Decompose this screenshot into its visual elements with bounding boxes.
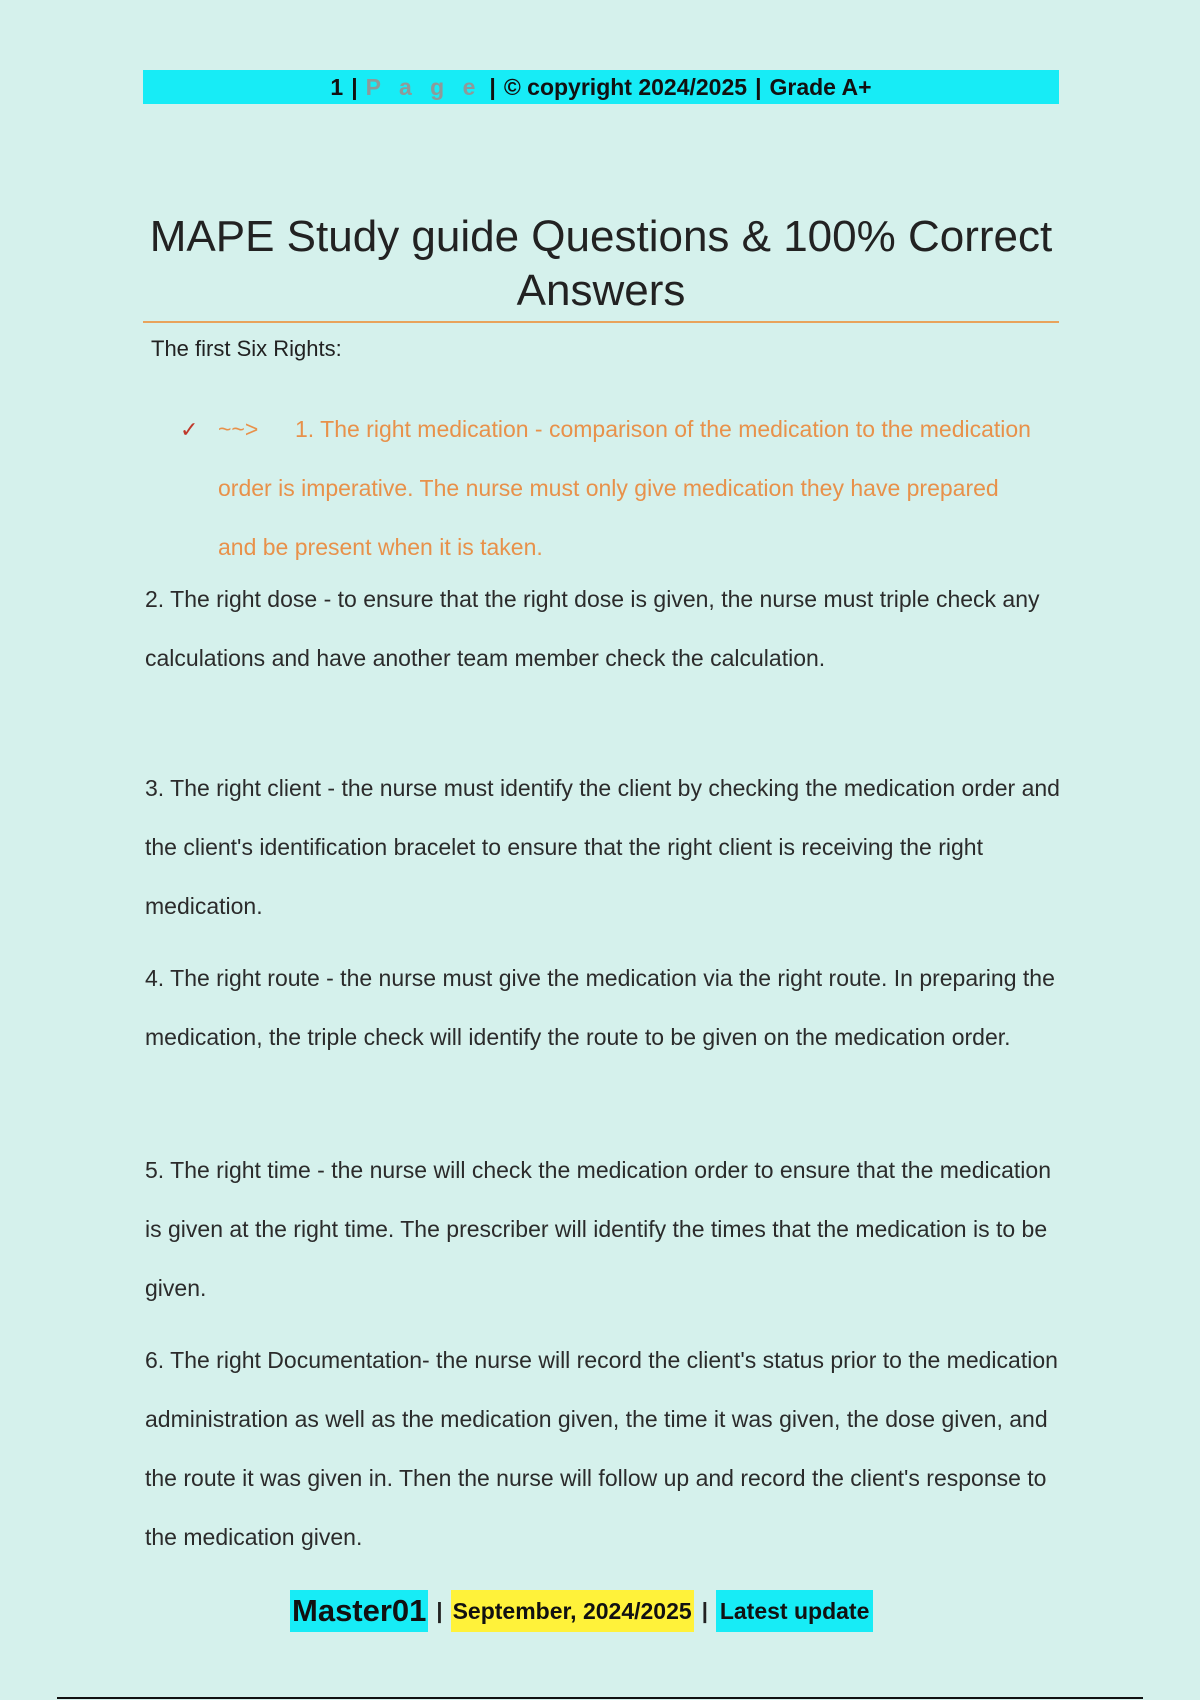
latest-update-label: Latest update	[716, 1590, 874, 1632]
bullet-item	[180, 400, 1040, 577]
header-separator: |	[755, 73, 762, 100]
copyright-text: © copyright 2024/2025	[503, 73, 748, 100]
page-number: 1	[330, 73, 344, 100]
header-separator: |	[489, 73, 496, 100]
grade-text: Grade A+	[769, 73, 872, 100]
brand-label: Master01	[290, 1590, 428, 1632]
bullet-text: 1. The right medication - comparison of the medication to the medication order is imperative. The nurse must only give medication they have prepared and be present when it is taken.	[218, 416, 1031, 560]
header-separator: |	[351, 73, 358, 100]
arrow-marker: ~~>	[218, 416, 259, 442]
page-footer	[290, 1590, 873, 1632]
page-header	[143, 70, 1059, 104]
bottom-divider	[57, 1697, 1143, 1699]
right-documentation-paragraph: 6. The right Documentation- the nurse will record the client's status prior to the medication administration as well as the medication given, the time it was given, the dose given, and the route it was given in. Then the nurse will follow up and record the client's response to the medication given.	[145, 1347, 1058, 1550]
page-label: P a g e	[365, 73, 482, 100]
right-dose-paragraph: 2. The right dose - to ensure that the right dose is given, the nurse must triple check any calculations and have another team member check the calculation.	[145, 586, 1040, 671]
right-route-paragraph: 4. The right route - the nurse must give the medication via the right route. In preparing the medication, the triple check will identify the route to be given on the medication order.	[145, 965, 1055, 1050]
document-title: MAPE Study guide Questions & 100% Correct Answers	[149, 212, 1053, 315]
title-divider	[143, 321, 1059, 323]
footer-separator: |	[436, 1598, 443, 1623]
update-date: September, 2024/2025	[451, 1590, 694, 1632]
right-time-paragraph: 5. The right time - the nurse will check the medication order to ensure that the medication is given at the right time. The prescriber will identify the times that the medication is to be given.	[145, 1157, 1051, 1301]
intro-text: The first Six Rights:	[151, 336, 342, 361]
footer-separator: |	[701, 1598, 708, 1623]
right-client-paragraph: 3. The right client - the nurse must identify the client by checking the medication order and the client's identification bracelet to ensure that the right client is receiving the right medication.	[145, 775, 1060, 919]
checkmark-icon: ✓	[180, 417, 199, 442]
